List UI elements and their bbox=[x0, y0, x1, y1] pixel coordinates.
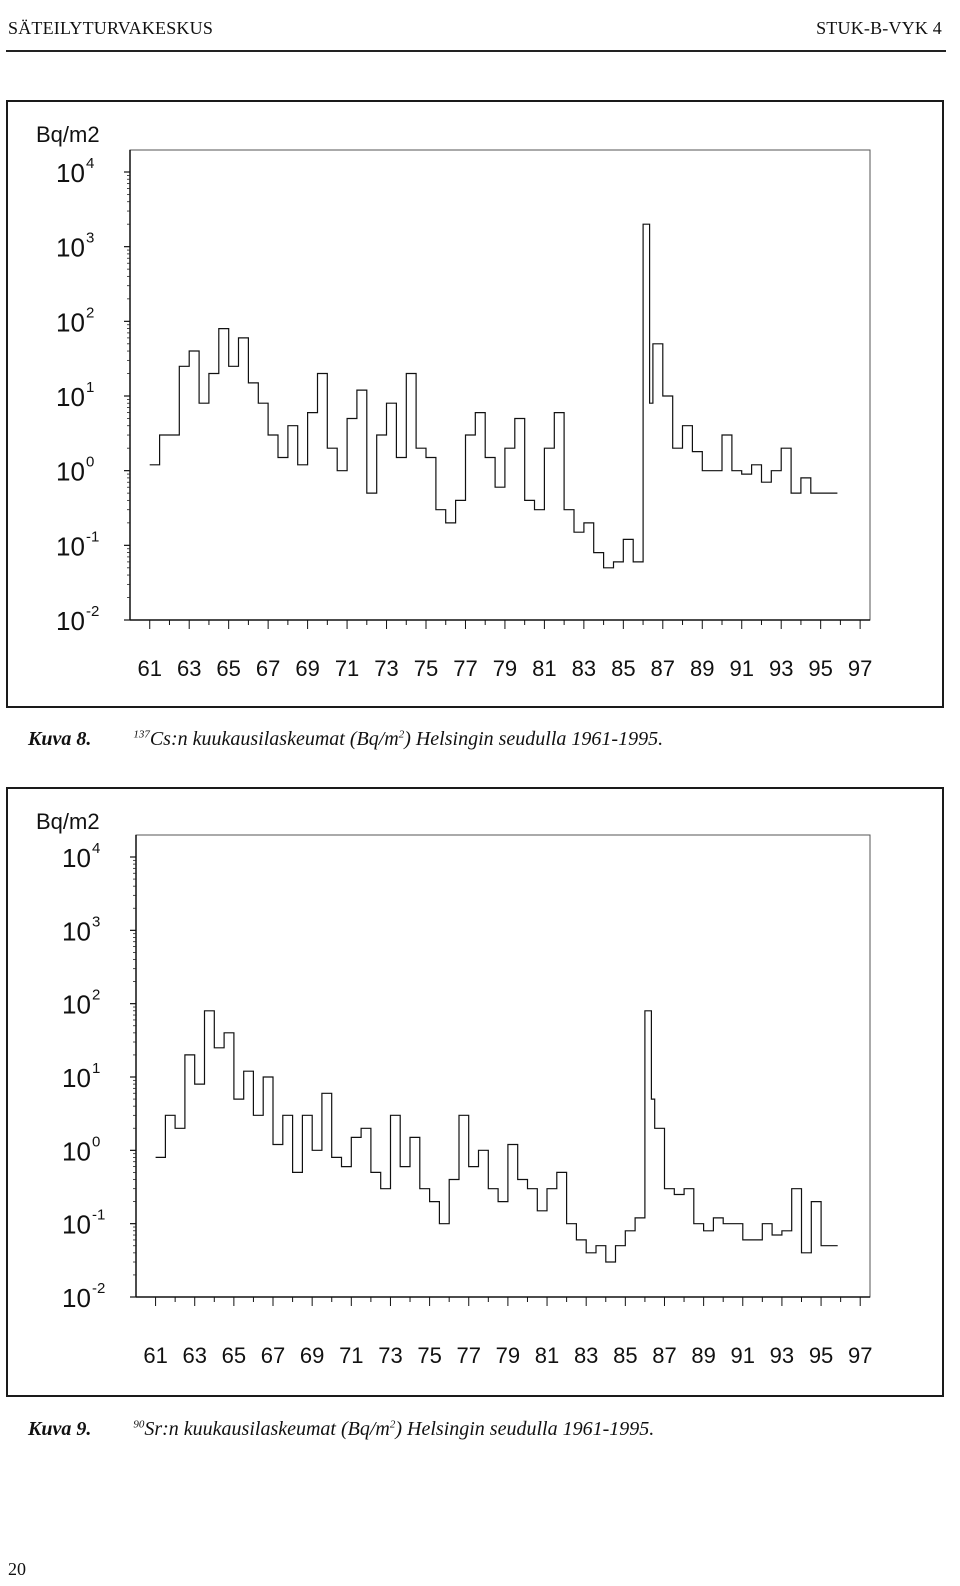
y-tick-label: 10 bbox=[56, 531, 85, 562]
x-tick-label: 89 bbox=[691, 1343, 716, 1368]
x-tick-label: 75 bbox=[417, 1343, 442, 1368]
x-tick-label: 95 bbox=[808, 656, 833, 681]
y-tick-label: 10 bbox=[62, 989, 91, 1020]
x-tick-label: 97 bbox=[847, 1343, 873, 1368]
y-tick-label: 10 bbox=[56, 382, 85, 412]
y-tick-label: 10 bbox=[56, 307, 85, 338]
header-rule bbox=[6, 50, 946, 52]
x-tick-label: 81 bbox=[534, 1343, 560, 1368]
y-tick-label: 10 bbox=[62, 843, 91, 873]
x-tick-label: 75 bbox=[413, 656, 439, 681]
caption-label: Kuva 9. bbox=[28, 1418, 92, 1440]
chart-panel-cs137 bbox=[6, 100, 944, 708]
x-tick-label: 83 bbox=[573, 1343, 599, 1368]
y-axis-label: Bq/m2 bbox=[36, 122, 100, 147]
x-tick-label: 95 bbox=[808, 1343, 834, 1368]
x-tick-label: 87 bbox=[652, 1343, 677, 1368]
y-tick-exponent: 2 bbox=[92, 986, 101, 1004]
x-tick-label: 91 bbox=[730, 1343, 756, 1368]
y-tick-exponent: 1 bbox=[92, 1060, 101, 1077]
x-tick-label: 77 bbox=[456, 1343, 481, 1368]
y-tick-exponent: 4 bbox=[86, 155, 95, 172]
series-step-line bbox=[150, 224, 838, 568]
x-tick-label: 69 bbox=[295, 656, 320, 681]
y-tick-label: 10 bbox=[56, 232, 85, 263]
y-tick-exponent: 3 bbox=[86, 229, 95, 247]
chart-panel-sr90 bbox=[6, 787, 944, 1397]
plot-frame bbox=[136, 835, 870, 1297]
x-tick-label: 65 bbox=[216, 656, 241, 681]
x-tick-label: 73 bbox=[378, 1343, 403, 1368]
caption-unit-exponent: 2 bbox=[398, 728, 405, 741]
x-tick-label: 61 bbox=[137, 656, 162, 681]
x-tick-label: 65 bbox=[221, 1343, 247, 1368]
x-tick-label: 71 bbox=[334, 656, 360, 681]
x-tick-label: 91 bbox=[729, 656, 754, 681]
y-tick-exponent: -2 bbox=[92, 1280, 106, 1297]
x-tick-label: 89 bbox=[690, 656, 715, 681]
y-tick-exponent: -1 bbox=[92, 1206, 106, 1224]
caption-label: Kuva 8. bbox=[28, 728, 92, 750]
y-tick-label: 10 bbox=[62, 1209, 91, 1240]
x-tick-label: 79 bbox=[495, 1343, 521, 1368]
caption-isotope-mass: 90 bbox=[133, 1418, 145, 1431]
series-step-line bbox=[156, 1011, 838, 1262]
page-number: 20 bbox=[8, 1559, 26, 1579]
y-tick-label: 10 bbox=[56, 606, 85, 636]
y-tick-exponent: 2 bbox=[86, 304, 95, 322]
running-header-publisher: SÄTEILYTURVAKESKUS bbox=[8, 18, 214, 38]
x-tick-label: 73 bbox=[374, 656, 399, 681]
x-tick-label: 77 bbox=[453, 656, 478, 681]
x-tick-label: 83 bbox=[571, 656, 597, 681]
y-tick-label: 10 bbox=[62, 1063, 91, 1093]
x-tick-label: 69 bbox=[299, 1343, 325, 1368]
caption-text-a: :n kuukausilaskeumat (Bq/m bbox=[170, 728, 399, 750]
figure-caption-8 bbox=[28, 728, 663, 751]
y-tick-label: 10 bbox=[56, 456, 85, 487]
x-tick-label: 81 bbox=[532, 656, 557, 681]
x-tick-label: 87 bbox=[650, 656, 676, 681]
caption-unit-exponent: 2 bbox=[389, 1418, 396, 1431]
x-tick-label: 63 bbox=[182, 1343, 207, 1368]
chart-cs137 bbox=[8, 102, 942, 706]
y-tick-exponent: -2 bbox=[86, 603, 100, 620]
x-tick-label: 93 bbox=[769, 1343, 795, 1368]
x-tick-label: 85 bbox=[613, 1343, 638, 1368]
y-tick-exponent: 0 bbox=[92, 1133, 101, 1151]
caption-isotope: Cs bbox=[149, 728, 171, 750]
y-tick-exponent: 3 bbox=[92, 913, 101, 931]
y-tick-label: 10 bbox=[62, 916, 91, 947]
plot-frame bbox=[130, 150, 870, 620]
x-tick-label: 61 bbox=[143, 1343, 168, 1368]
x-tick-label: 79 bbox=[492, 656, 518, 681]
caption-text-a: :n kuukausilaskeumat (Bq/m bbox=[162, 1418, 390, 1440]
x-tick-label: 63 bbox=[176, 656, 202, 681]
x-tick-label: 71 bbox=[339, 1343, 364, 1368]
x-tick-label: 85 bbox=[611, 656, 636, 681]
caption-text-b: ) Helsingin seudulla 1961-1995. bbox=[404, 728, 664, 750]
y-tick-exponent: 4 bbox=[92, 840, 101, 857]
x-tick-label: 67 bbox=[260, 1343, 286, 1368]
caption-isotope: Sr bbox=[144, 1418, 163, 1440]
x-tick-label: 67 bbox=[255, 656, 281, 681]
x-tick-label: 93 bbox=[768, 656, 794, 681]
y-axis-label: Bq/m2 bbox=[36, 809, 100, 834]
y-tick-exponent: 1 bbox=[86, 379, 95, 396]
caption-text-b: ) Helsingin seudulla 1961-1995. bbox=[395, 1418, 655, 1440]
caption-isotope-mass: 137 bbox=[133, 728, 150, 741]
x-tick-label: 97 bbox=[847, 656, 873, 681]
figure-caption-9 bbox=[28, 1418, 654, 1441]
chart-sr90 bbox=[8, 789, 942, 1395]
y-tick-label: 10 bbox=[56, 158, 85, 188]
y-tick-label: 10 bbox=[62, 1136, 91, 1167]
running-header-series: STUK-B-VYK 4 bbox=[816, 18, 942, 38]
y-tick-exponent: -1 bbox=[86, 528, 100, 546]
y-tick-exponent: 0 bbox=[86, 453, 95, 471]
y-tick-label: 10 bbox=[62, 1283, 91, 1313]
